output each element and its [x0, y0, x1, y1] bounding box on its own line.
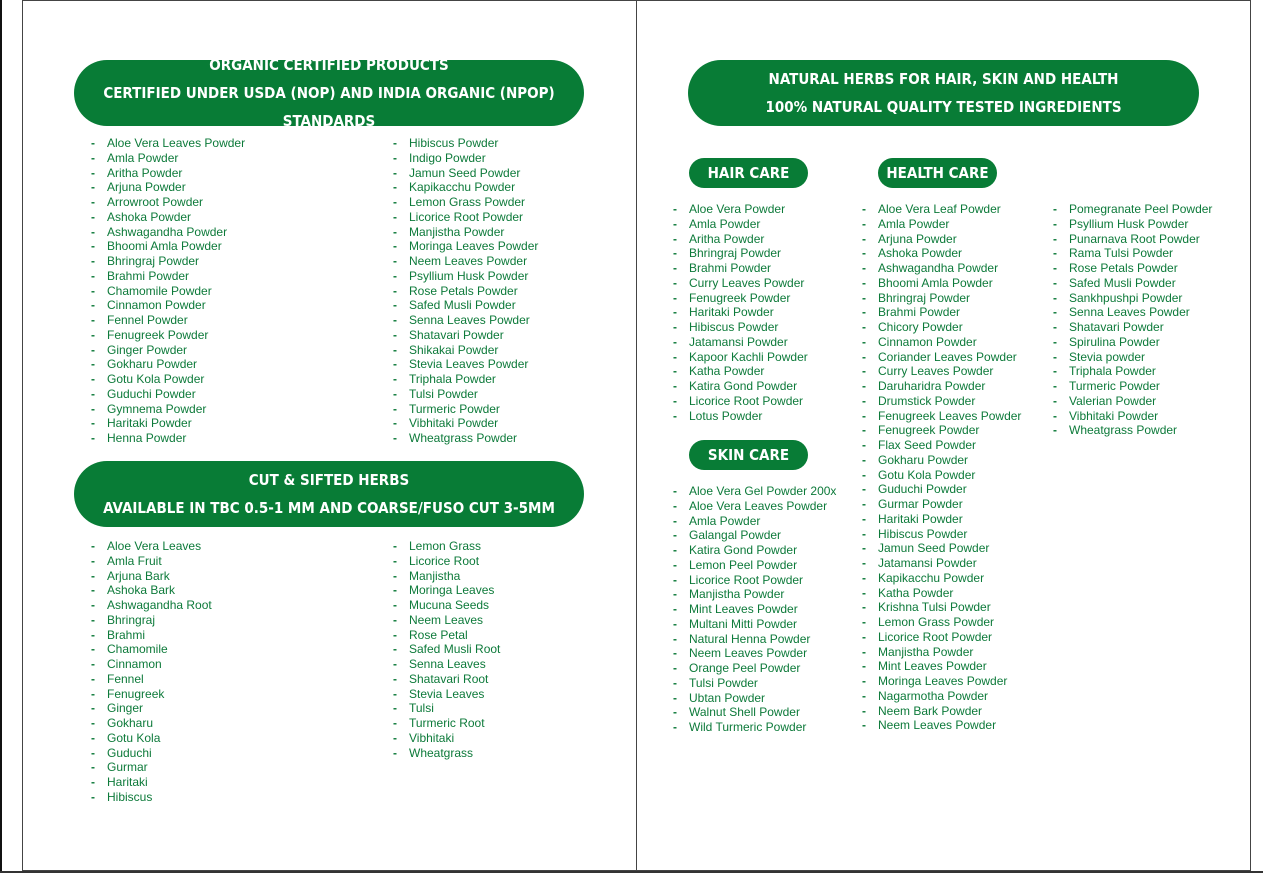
- list-item: - Arjuna Powder: [862, 232, 1021, 247]
- skin-care-list: [673, 484, 836, 735]
- list-item: - Haritaki Powder: [862, 512, 1021, 527]
- list-item: - Licorice Root Powder: [673, 573, 836, 588]
- list-item: - Senna Leaves Powder: [393, 313, 538, 328]
- list-item: - Ubtan Powder: [673, 691, 836, 706]
- list-item: - Bhringraj Powder: [862, 291, 1021, 306]
- list-item: - Lemon Grass Powder: [862, 615, 1021, 630]
- list-item: - Rose Petals Powder: [1053, 261, 1212, 276]
- list-item: - Cinnamon Powder: [862, 335, 1021, 350]
- list-item: - Hibiscus Powder: [393, 136, 538, 151]
- list-item: - Aloe Vera Leaves Powder: [91, 136, 245, 151]
- list-item: - Bhoomi Amla Powder: [862, 276, 1021, 291]
- list-item: - Aloe Vera Gel Powder 200x: [673, 484, 836, 499]
- list-item: - Gokharu Powder: [862, 453, 1021, 468]
- list-item: - Ashwagandha Powder: [862, 261, 1021, 276]
- list-item: - Ashwagandha Root: [91, 598, 212, 613]
- list-item: - Stevia Leaves Powder: [393, 357, 538, 372]
- list-item: - Walnut Shell Powder: [673, 705, 836, 720]
- list-item: - Neem Bark Powder: [862, 704, 1021, 719]
- cut-sifted-banner-title: CUT & SIFTED HERBS: [248, 471, 410, 489]
- list-item: - Flax Seed Powder: [862, 438, 1021, 453]
- list-item: - Aloe Vera Leaf Powder: [862, 202, 1021, 217]
- list-item: - Aloe Vera Leaves: [91, 539, 212, 554]
- list-item: - Valerian Powder: [1053, 394, 1212, 409]
- list-item: - Hibiscus Powder: [862, 527, 1021, 542]
- list-item: - Stevia Leaves: [393, 687, 500, 702]
- list-item: - Amla Fruit: [91, 554, 212, 569]
- list-item: - Bhringraj Powder: [673, 246, 808, 261]
- list-item: - Psyllium Husk Powder: [1053, 217, 1212, 232]
- list-item: - Arjuna Bark: [91, 569, 212, 584]
- list-item: - Lemon Grass Powder: [393, 195, 538, 210]
- organic-list-col2: [393, 136, 538, 446]
- health-care-list-col1: [862, 202, 1021, 733]
- list-item: - Vibhitaki Powder: [1053, 409, 1212, 424]
- list-item: - Mucuna Seeds: [393, 598, 500, 613]
- list-item: - Chamomile Powder: [91, 284, 245, 299]
- list-item: - Vibhitaki Powder: [393, 416, 538, 431]
- list-item: - Ashwagandha Powder: [91, 225, 245, 240]
- list-item: - Moringa Leaves Powder: [393, 239, 538, 254]
- list-item: - Wheatgrass Powder: [1053, 423, 1212, 438]
- list-item: - Ashoka Powder: [862, 246, 1021, 261]
- list-item: - Multani Mitti Powder: [673, 617, 836, 632]
- list-item: - Amla Powder: [91, 151, 245, 166]
- list-item: - Mint Leaves Powder: [673, 602, 836, 617]
- organic-banner: [74, 56, 584, 130]
- list-item: - Guduchi Powder: [91, 387, 245, 402]
- list-item: - Kapoor Kachli Powder: [673, 350, 808, 365]
- list-item: - Hibiscus: [91, 790, 212, 805]
- list-item: - Licorice Root Powder: [393, 210, 538, 225]
- organic-banner-subtitle: CERTIFIED UNDER USDA (NOP) AND INDIA ORGANIC (NPOP) STANDARDS: [103, 84, 555, 130]
- natural-herbs-banner: [688, 60, 1199, 126]
- list-item: - Aloe Vera Leaves Powder: [673, 499, 836, 514]
- hair-care-list: [673, 202, 808, 423]
- list-item: - Manjistha: [393, 569, 500, 584]
- list-item: - Brahmi Powder: [673, 261, 808, 276]
- list-item: - Manjistha Powder: [673, 587, 836, 602]
- list-item: - Turmeric Powder: [1053, 379, 1212, 394]
- list-item: - Chicory Powder: [862, 320, 1021, 335]
- list-item: - Shatavari Powder: [1053, 320, 1212, 335]
- list-item: - Bhringraj Powder: [91, 254, 245, 269]
- list-item: - Moringa Leaves Powder: [862, 674, 1021, 689]
- list-item: - Fennel: [91, 672, 212, 687]
- list-item: - Wheatgrass: [393, 746, 500, 761]
- cut-sifted-banner-subtitle: AVAILABLE IN TBC 0.5-1 MM AND COARSE/FUSO CUT 3-5MM: [103, 499, 555, 517]
- list-item: - Vibhitaki: [393, 731, 500, 746]
- list-item: - Wheatgrass Powder: [393, 431, 538, 446]
- list-item: - Lotus Powder: [673, 409, 808, 424]
- list-item: - Ashoka Powder: [91, 210, 245, 225]
- list-item: - Tulsi Powder: [393, 387, 538, 402]
- list-item: - Rama Tulsi Powder: [1053, 246, 1212, 261]
- list-item: - Fenugreek Powder: [91, 328, 245, 343]
- list-item: - Aritha Powder: [91, 166, 245, 181]
- list-item: - Spirulina Powder: [1053, 335, 1212, 350]
- list-item: - Aloe Vera Powder: [673, 202, 808, 217]
- list-item: - Rose Petal: [393, 628, 500, 643]
- list-item: - Fenugreek: [91, 687, 212, 702]
- list-item: - Neem Leaves Powder: [673, 646, 836, 661]
- list-item: - Jatamansi Powder: [862, 556, 1021, 571]
- natural-herbs-banner-subtitle: 100% NATURAL QUALITY TESTED INGREDIENTS: [765, 98, 1122, 116]
- list-item: - Turmeric Root: [393, 716, 500, 731]
- list-item: - Gurmar Powder: [862, 497, 1021, 512]
- list-item: - Curry Leaves Powder: [862, 364, 1021, 379]
- list-item: - Bhringraj: [91, 613, 212, 628]
- list-item: - Gymnema Powder: [91, 402, 245, 417]
- list-item: - Gurmar: [91, 760, 212, 775]
- list-item: - Jatamansi Powder: [673, 335, 808, 350]
- list-item: - Jamun Seed Powder: [393, 166, 538, 181]
- list-item: - Katha Powder: [862, 586, 1021, 601]
- list-item: - Mint Leaves Powder: [862, 659, 1021, 674]
- list-item: - Nagarmotha Powder: [862, 689, 1021, 704]
- list-item: - Shatavari Root: [393, 672, 500, 687]
- list-item: - Ashoka Bark: [91, 583, 212, 598]
- list-item: - Ginger: [91, 701, 212, 716]
- list-item: - Brahmi Powder: [862, 305, 1021, 320]
- list-item: - Chamomile: [91, 642, 212, 657]
- cut-sifted-banner: [74, 461, 584, 527]
- list-item: - Turmeric Powder: [393, 402, 538, 417]
- cut-list-col1: [91, 539, 212, 805]
- list-item: - Brahmi: [91, 628, 212, 643]
- list-item: - Triphala Powder: [1053, 364, 1212, 379]
- organic-list-col1: [91, 136, 245, 446]
- list-item: - Guduchi: [91, 746, 212, 761]
- list-item: - Licorice Root Powder: [673, 394, 808, 409]
- list-item: - Neem Leaves Powder: [393, 254, 538, 269]
- list-item: - Arjuna Powder: [91, 180, 245, 195]
- health-care-label: HEALTH CARE: [878, 158, 997, 188]
- list-item: - Katha Powder: [673, 364, 808, 379]
- list-item: - Licorice Root Powder: [862, 630, 1021, 645]
- list-item: - Indigo Powder: [393, 151, 538, 166]
- list-item: - Daruharidra Powder: [862, 379, 1021, 394]
- list-item: - Katira Gond Powder: [673, 543, 836, 558]
- list-item: - Neem Leaves Powder: [862, 718, 1021, 733]
- list-item: - Gotu Kola: [91, 731, 212, 746]
- health-care-list-col2: [1053, 202, 1212, 438]
- cut-list-col2: [393, 539, 500, 760]
- list-item: - Gotu Kola Powder: [862, 468, 1021, 483]
- natural-herbs-banner-title: NATURAL HERBS FOR HAIR, SKIN AND HEALTH: [768, 70, 1119, 88]
- list-item: - Cinnamon Powder: [91, 298, 245, 313]
- list-item: - Moringa Leaves: [393, 583, 500, 598]
- list-item: - Arrowroot Powder: [91, 195, 245, 210]
- list-item: - Amla Powder: [673, 217, 808, 232]
- list-item: - Rose Petals Powder: [393, 284, 538, 299]
- list-item: - Safed Musli Root: [393, 642, 500, 657]
- list-item: - Drumstick Powder: [862, 394, 1021, 409]
- list-item: - Stevia powder: [1053, 350, 1212, 365]
- left-edge-line: [0, 0, 2, 873]
- list-item: - Haritaki Powder: [91, 416, 245, 431]
- list-item: - Shatavari Powder: [393, 328, 538, 343]
- list-item: - Gokharu: [91, 716, 212, 731]
- list-item: - Fenugreek Powder: [862, 423, 1021, 438]
- list-item: - Neem Leaves: [393, 613, 500, 628]
- list-item: - Licorice Root: [393, 554, 500, 569]
- list-item: - Safed Musli Powder: [1053, 276, 1212, 291]
- list-item: - Manjistha Powder: [393, 225, 538, 240]
- organic-banner-title: ORGANIC CERTIFIED PRODUCTS: [209, 56, 449, 74]
- list-item: - Fenugreek Powder: [673, 291, 808, 306]
- list-item: - Hibiscus Powder: [673, 320, 808, 335]
- list-item: - Gokharu Powder: [91, 357, 245, 372]
- list-item: - Gotu Kola Powder: [91, 372, 245, 387]
- list-item: - Amla Powder: [862, 217, 1021, 232]
- skin-care-label: SKIN CARE: [689, 440, 808, 470]
- list-item: - Coriander Leaves Powder: [862, 350, 1021, 365]
- list-item: - Curry Leaves Powder: [673, 276, 808, 291]
- list-item: - Bhoomi Amla Powder: [91, 239, 245, 254]
- list-item: - Aritha Powder: [673, 232, 808, 247]
- list-item: - Sankhpushpi Powder: [1053, 291, 1212, 306]
- list-item: - Krishna Tulsi Powder: [862, 600, 1021, 615]
- list-item: - Wild Turmeric Powder: [673, 720, 836, 735]
- list-item: - Psyllium Husk Powder: [393, 269, 538, 284]
- list-item: - Natural Henna Powder: [673, 632, 836, 647]
- list-item: - Ginger Powder: [91, 343, 245, 358]
- list-item: - Triphala Powder: [393, 372, 538, 387]
- list-item: - Fenugreek Leaves Powder: [862, 409, 1021, 424]
- list-item: - Kapikacchu Powder: [393, 180, 538, 195]
- list-item: - Jamun Seed Powder: [862, 541, 1021, 556]
- list-item: - Katira Gond Powder: [673, 379, 808, 394]
- list-item: - Guduchi Powder: [862, 482, 1021, 497]
- list-item: - Amla Powder: [673, 514, 836, 529]
- list-item: - Senna Leaves Powder: [1053, 305, 1212, 320]
- list-item: - Henna Powder: [91, 431, 245, 446]
- list-item: - Cinnamon: [91, 657, 212, 672]
- list-item: - Punarnava Root Powder: [1053, 232, 1212, 247]
- list-item: - Lemon Grass: [393, 539, 500, 554]
- list-item: - Tulsi Powder: [673, 676, 836, 691]
- list-item: - Fennel Powder: [91, 313, 245, 328]
- list-item: - Haritaki: [91, 775, 212, 790]
- list-item: - Pomegranate Peel Powder: [1053, 202, 1212, 217]
- list-item: - Haritaki Powder: [673, 305, 808, 320]
- list-item: - Kapikacchu Powder: [862, 571, 1021, 586]
- list-item: - Lemon Peel Powder: [673, 558, 836, 573]
- list-item: - Safed Musli Powder: [393, 298, 538, 313]
- list-item: - Brahmi Powder: [91, 269, 245, 284]
- list-item: - Manjistha Powder: [862, 645, 1021, 660]
- list-item: - Shikakai Powder: [393, 343, 538, 358]
- list-item: - Tulsi: [393, 701, 500, 716]
- hair-care-label: HAIR CARE: [689, 158, 808, 188]
- list-item: - Galangal Powder: [673, 528, 836, 543]
- list-item: - Senna Leaves: [393, 657, 500, 672]
- list-item: - Orange Peel Powder: [673, 661, 836, 676]
